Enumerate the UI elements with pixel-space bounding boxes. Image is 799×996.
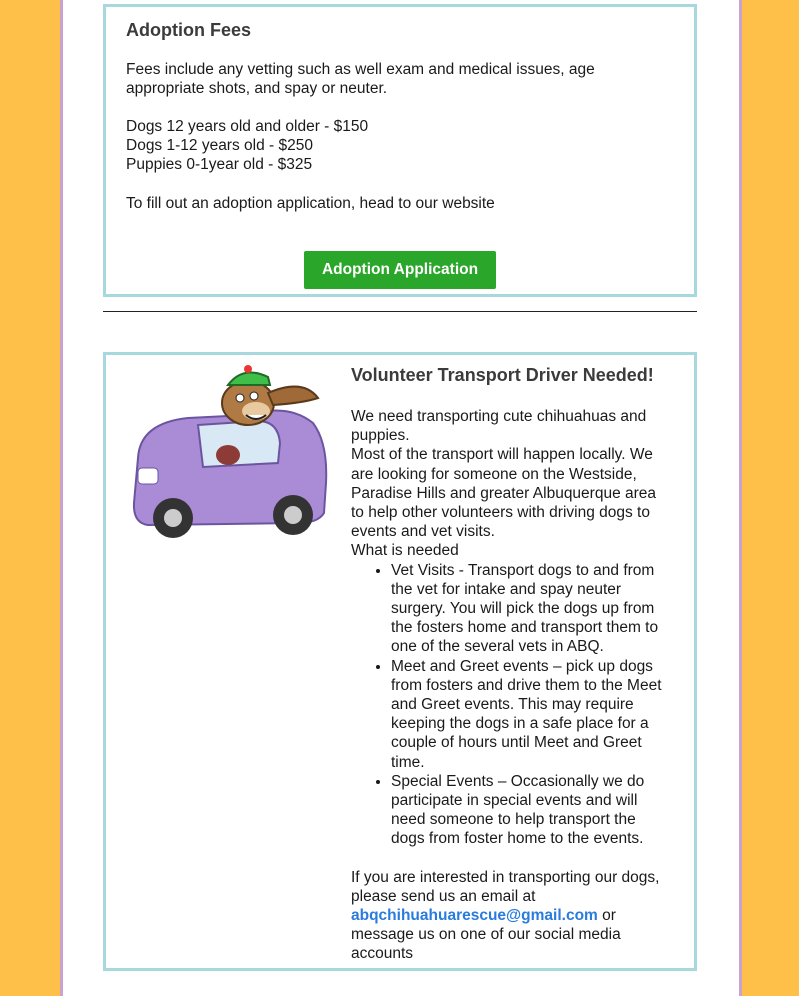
application-text: To fill out an adoption application, head to our website — [126, 195, 495, 212]
fee-item: Dogs 12 years old and older - $150 — [126, 118, 369, 135]
fees-intro-line: Fees include any vetting such as well exam and medical issues, age — [126, 61, 595, 78]
fees-description — [126, 60, 595, 98]
fee-item: Dogs 1-12 years old - $250 — [126, 137, 313, 155]
volunteer-paragraph: We need transporting cute chihuahuas and puppies. — [351, 408, 647, 445]
adoption-application-button[interactable]: Adoption Application — [304, 251, 496, 289]
adoption-fees-title: Adoption Fees — [126, 20, 251, 40]
fee-item: Puppies 0-1year old - $325 — [126, 156, 313, 174]
section-divider — [103, 311, 697, 312]
volunteer-content — [351, 365, 673, 964]
list-item: • Vet Visits - Transport dogs to and from the vet for intake and spay neuter surgery. You will pick the dogs up from the fosters home and transport them to one of the several vets in ABQ. — [391, 561, 673, 657]
volunteer-paragraph: Most of the transport will happen locally. We are looking for someone on the Westside, Paradise Hills and greater Albuquerque area to help other volunteers with driving dogs to events and vet visits. — [351, 446, 657, 541]
email-page — [60, 0, 742, 996]
cartoon-dog-driving-van-icon — [128, 363, 330, 543]
what-is-needed-label: What is needed — [351, 542, 459, 560]
fee-list — [126, 117, 368, 175]
volunteer-section — [103, 352, 697, 971]
dog-driving-van-image — [128, 363, 330, 543]
contact-prefix: If you are interested in transporting our dogs, please send us an email at — [351, 868, 660, 905]
adoption-fees-section — [103, 4, 697, 297]
needs-list — [351, 561, 673, 849]
volunteer-title: Volunteer Transport Driver Needed! — [351, 365, 654, 385]
email-link[interactable]: abqchihuahuarescue@gmail.com — [351, 907, 598, 925]
list-item: • Special Events – Occasionally we do participate in special events and will need someone to help transport the dogs from foster home to the events. — [391, 772, 673, 849]
contact-suffix: or message us on one of our social media accounts — [351, 907, 621, 963]
contact-text — [351, 868, 673, 964]
list-item: • Meet and Greet events – pick up dogs from fosters and drive them to the Meet and Greet events. This may require keeping the dogs in a safe place for a couple of hours until Meet and Greet time. — [391, 657, 673, 772]
fees-intro-line: appropriate shots, and spay or neuter. — [126, 80, 388, 98]
